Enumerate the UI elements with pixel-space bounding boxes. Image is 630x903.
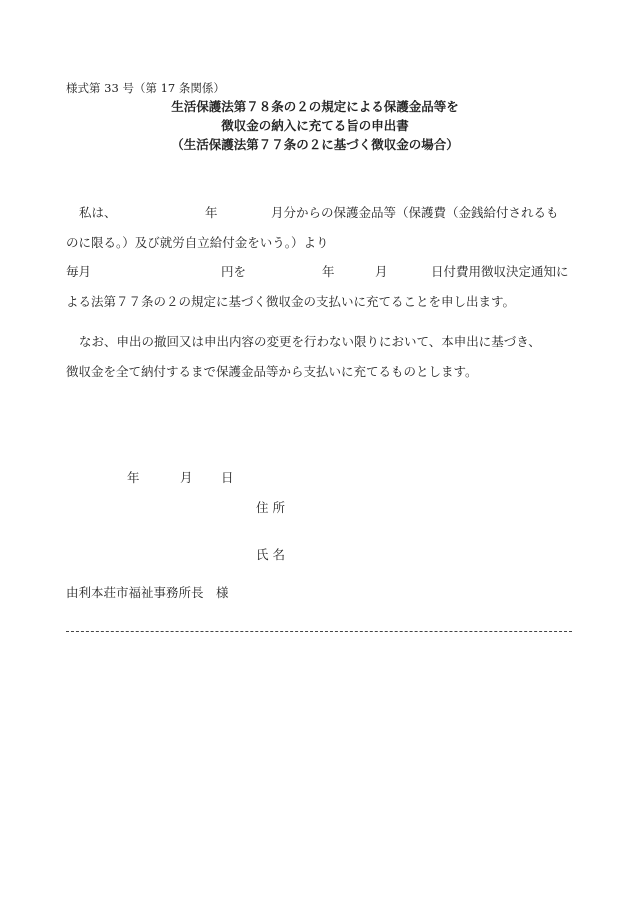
title-line-2: 徴収金の納入に充てる旨の申出書 xyxy=(221,118,409,133)
withdrawal-text-2: 徴収金を全て納付するまで保護金品等から支払いに充てるものとします。 xyxy=(66,364,478,379)
monthly-label: 毎月 xyxy=(66,264,92,279)
title-line-1: 生活保護法第７８条の２の規定による保護金品等を xyxy=(171,99,459,114)
date-month-label: 月 xyxy=(180,470,193,485)
yen-label: 円を xyxy=(221,264,247,279)
month-label-2: 月 xyxy=(375,264,388,279)
form-number: 様式第 33 号（第 17 条関係） xyxy=(66,81,225,95)
name-label: 氏 名 xyxy=(256,547,285,562)
body-line-2: のに限る。）及び就労自立給付金をいう。）より xyxy=(66,235,329,250)
month-from-text: 月分からの保護金品等（保護費（金銭給付されるも xyxy=(271,205,559,220)
year-label: 年 xyxy=(205,205,218,220)
body-line-4: よる法第７７条の２の規定に基づく徴収金の支払いに充てることを申し出ます。 xyxy=(66,294,516,309)
date-year-label: 年 xyxy=(127,470,140,485)
year-label-2: 年 xyxy=(322,264,335,279)
withdrawal-text: なお、申出の撤回又は申出内容の変更を行わない限りにおいて、本申出に基づき、 xyxy=(79,334,541,349)
addressee: 由利本荘市福祉事務所長 様 xyxy=(66,585,229,600)
notice-text: 日付費用徴収決定通知に xyxy=(431,264,569,279)
date-day-label: 日 xyxy=(221,470,234,485)
title-line-3: （生活保護法第７７条の２に基づく徴収金の場合） xyxy=(171,137,459,152)
dashed-divider xyxy=(66,631,572,632)
applicant-label: 私は、 xyxy=(79,205,117,220)
address-label: 住 所 xyxy=(256,500,285,515)
